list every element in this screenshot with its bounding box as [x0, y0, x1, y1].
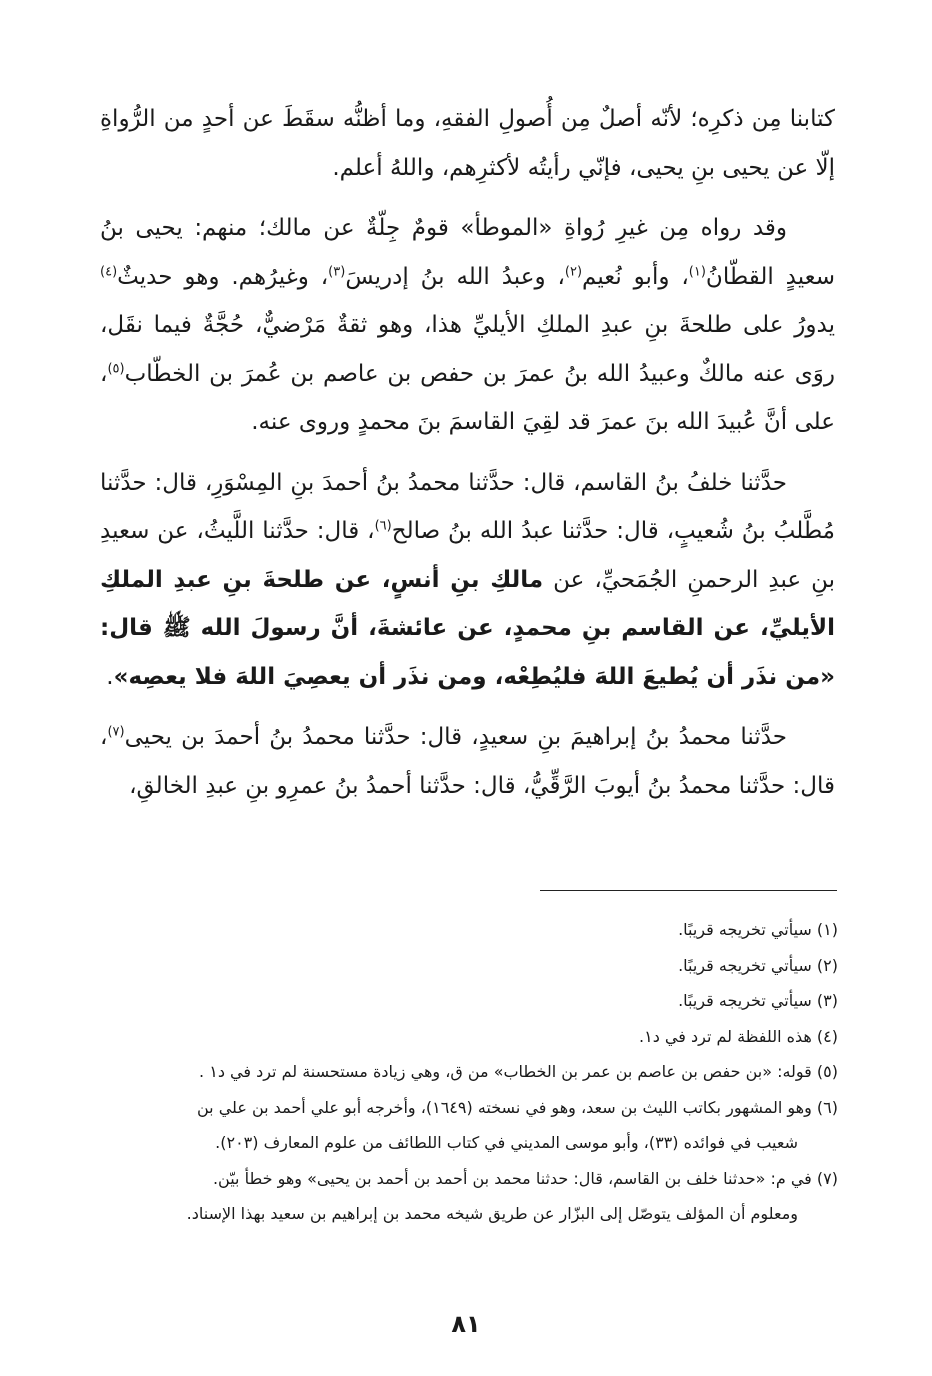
paragraph-3-text-3: . [106, 663, 114, 690]
footnote-7-line-2: ومعلوم أن المؤلف يتوصّل إلى البزّار عن طريق شيخه محمد بن إبراهيم بن سعيد بهذا الإسناد. [186, 1204, 798, 1223]
paragraph-2-text-6: ، على أنَّ عُبيدَ الله بنَ عمرَ قد لقِيَ القاسمَ بنَ محمدٍ وروى عنه. [100, 360, 835, 435]
paragraph-3-text-1: حدَّثنا خلفُ بنُ القاسم، قال: حدَّثنا محمدُ بنُ أحمدَ بنِ المِسْوَرِ، قال: حدَّثنا مُطَّلبُ بنُ شُعيبٍ، قال: حدَّثنا عبدُ الله بنُ صالح [100, 469, 836, 544]
paragraph-1 [100, 95, 835, 192]
footnote-ref-1: (١) [688, 263, 706, 279]
paragraph-2-text-2: ، وأبو نُعيم [582, 263, 689, 290]
footnote-7-line-1: (٧) في م: «حدثنا خلف بن القاسم، قال: حدثنا محمد بن أحمد بن أحمد بن يحيى» وهو خطأ بيّن. [212, 1168, 838, 1188]
footnote-ref-2: (٢) [564, 263, 583, 279]
paragraph-2 [100, 204, 835, 447]
footnote-6-line-1: (٦) وهو المشهور بكاتب الليث بن سعد، وهو في نسخته (١٦٤٩)، وأخرجه أبو علي أحمد بن علي بن [196, 1097, 838, 1117]
paragraph-2-text-4: ، وغيرُهم. وهو حديثٌ [117, 263, 329, 290]
footnote-separator [540, 890, 837, 891]
paragraph-4 [100, 713, 835, 810]
paragraph-3-text-2: ، قال: حدَّثنا اللَّيثُ، عن سعيدِ بنِ عبدِ الرحمنِ الجُمَحيِّ، عن [100, 518, 835, 593]
paragraph-2-text-1: وقد رواه مِن غيرِ رُواةِ «الموطأ» قومٌ جِلّةٌ عن مالك؛ منهم: يحيى بنُ سعيدٍ القطّانُ [100, 215, 835, 290]
footnote-1: (١) سيأتي تخريجه قريبًا. [678, 920, 838, 939]
paragraph-3 [100, 459, 835, 702]
page-number: ٨١ [451, 1310, 481, 1338]
footnote-ref-6: (٦) [374, 518, 392, 534]
footnote-5: (٥) قوله: «بن حفص بن عاصم بن عمر بن الخطاب» من ق، وهي زيادة مستحسنة لم ترد في د١ . [199, 1062, 838, 1081]
footnote-2: (٢) سيأتي تخريجه قريبًا. [678, 955, 838, 975]
footnote-ref-7: (٧) [107, 724, 125, 740]
paragraph-2-text-3: ، وعبدُ الله بنُ إدريسَ [345, 263, 565, 290]
footnote-7 [100, 1161, 838, 1232]
hadith-text: مالكِ بنِ أنسٍ، عن طلحةَ بنِ عبدِ الملكِ الأيليِّ، عن القاسم بنِ محمدٍ، عن عائشةَ، أنَّ رسولَ الله ﷺ قال: «من نذَر أن يُطيعَ اللهَ فليُطِعْه، ومن نذَر أن يعصِيَ اللهَ فلا يعصِه» [100, 566, 835, 690]
footnote-ref-3: (٣) [328, 263, 346, 279]
paragraph-4-text-2: ، قال: حدَّثنا محمدُ بنُ أيوبَ الرَّقِّيُّ، قال: حدَّثنا أحمدُ بنُ عمرِو بنِ عبدِ الخالقِ، [100, 724, 835, 799]
footnote-ref-5: (٥) [107, 360, 125, 376]
footnote-ref-4: (٤) [100, 263, 118, 279]
paragraph-4-text-1: حدَّثنا محمدُ بنُ إبراهيمَ بنِ سعيدٍ، قال: حدَّثنا محمدُ بنُ أحمدَ بن يحيى [124, 724, 787, 750]
paragraph-1-text: كتابنا مِن ذكرِه؛ لأنّه أصلٌ مِن أُصولِ الفقهِ، وما أظنُّه سقَطَ عن أحدٍ من الرُّواةِ إلّا عن يحيى بنِ يحيى، فإنّي رأيتُه لأكثرِهم، واللهُ أعلم. [100, 106, 835, 181]
footnote-3: (٣) سيأتي تخريجه قريبًا. [678, 991, 838, 1010]
footnote-6-line-2: شعيب في فوائده (٣٣)، وأبو موسى المديني في كتاب اللطائف من علوم المعارف (٢٠٣). [215, 1133, 798, 1152]
paragraph-2-text-5: يدورُ على طلحةَ بنِ عبدِ الملكِ الأيليِّ هذا، وهو ثقةٌ مَرْضيٌّ، حُجَّةٌ فيما نقَل، روَى عنه مالكٌ وعبيدُ الله بنُ عمرَ بن حفص بن عاصم بن عُمرَ بن الخطّاب [100, 312, 835, 387]
footnotes [100, 912, 838, 1232]
main-text [100, 95, 835, 810]
footnote-6 [100, 1090, 838, 1161]
footnote-4: (٤) هذه اللفظة لم ترد في د١. [639, 1026, 838, 1046]
